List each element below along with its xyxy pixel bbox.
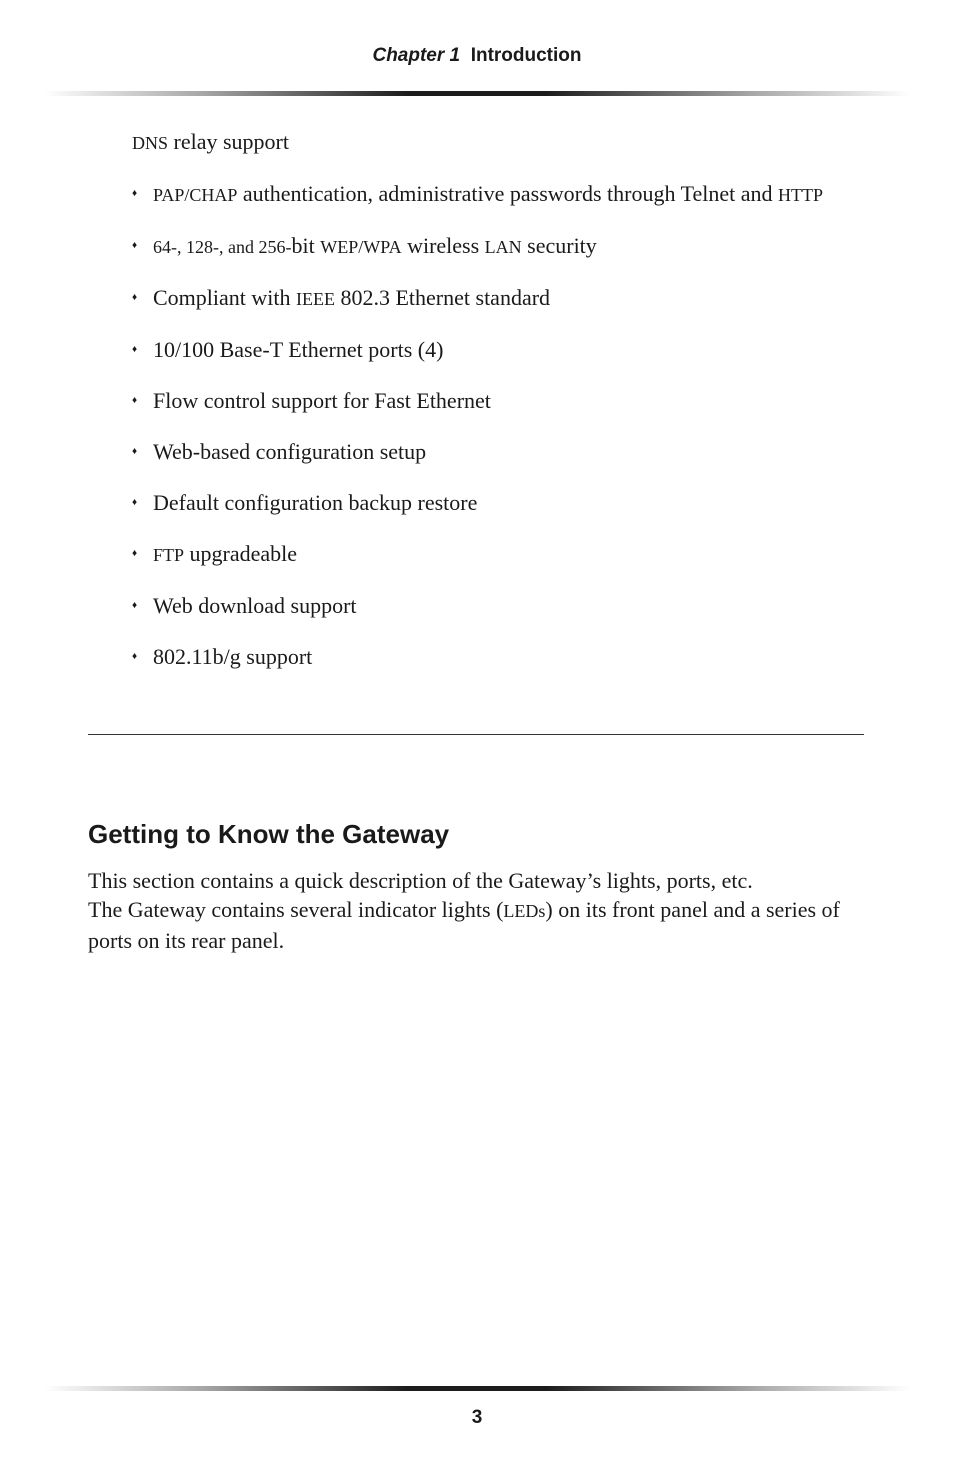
feature-text: upgradeable <box>184 541 298 566</box>
feature-item <box>132 232 832 261</box>
bullet-icon: ♦ <box>132 548 138 559</box>
feature-text: bit <box>291 233 321 258</box>
feature-item <box>132 489 832 517</box>
feature-item <box>132 387 832 415</box>
para2-end: ) on its front panel and a series of ports on its rear panel. <box>88 897 840 953</box>
feature-text: FTP <box>153 545 185 565</box>
bullet-icon: ♦ <box>132 344 138 355</box>
page-number: 3 <box>471 1407 483 1428</box>
feature-text: 802.3 Ethernet standard <box>334 285 551 310</box>
intro-abbr: DNS <box>132 133 169 153</box>
feature-item <box>132 540 832 569</box>
feature-text: security <box>521 233 597 258</box>
bullet-icon: ♦ <box>132 497 138 508</box>
feature-text: PAP/CHAP <box>153 185 238 205</box>
chapter-title: Introduction <box>470 45 582 66</box>
feature-item <box>132 592 832 620</box>
feature-text: Web download support <box>153 593 357 618</box>
feature-text: LAN <box>484 237 522 257</box>
bullet-icon: ♦ <box>132 395 138 406</box>
bullet-icon: ♦ <box>132 188 138 199</box>
para2-start: The Gateway contains several indicator lights ( <box>88 897 504 922</box>
bullet-icon: ♦ <box>132 292 138 303</box>
bullet-icon: ♦ <box>132 446 138 457</box>
intro-text: relay support <box>168 129 289 154</box>
running-header <box>0 45 954 67</box>
para2-abbr: LEDs <box>503 901 546 921</box>
feature-text: Compliant with <box>153 285 296 310</box>
feature-text: 64-, 128-, and 256- <box>153 237 292 257</box>
feature-text: Flow control support for Fast Ethernet <box>153 388 491 413</box>
feature-text: Default configuration backup restore <box>153 490 478 515</box>
feature-text: Web-based configuration setup <box>153 439 427 464</box>
header-rule <box>44 91 910 96</box>
intro-line <box>132 129 289 155</box>
feature-item <box>132 180 832 209</box>
bullet-icon: ♦ <box>132 651 138 662</box>
section-body <box>88 866 868 955</box>
feature-text: authentication, administrative passwords through Telnet and <box>237 181 778 206</box>
footer-rule <box>44 1386 910 1391</box>
section-heading: Getting to Know the Gateway <box>88 819 450 849</box>
chapter-label: Chapter 1 <box>372 45 461 66</box>
feature-item <box>132 643 832 671</box>
feature-text: HTTP <box>778 185 823 205</box>
feature-item <box>132 336 832 364</box>
feature-list <box>132 180 832 671</box>
bullet-icon: ♦ <box>132 240 138 251</box>
feature-text: wireless <box>401 233 485 258</box>
section-paragraph-1: This section contains a quick description of the Gateway’s lights, ports, etc. <box>88 868 753 893</box>
feature-item <box>132 284 832 313</box>
feature-item <box>132 438 832 466</box>
section-divider <box>88 734 864 735</box>
feature-text: 10/100 Base-T Ethernet ports (4) <box>153 337 444 362</box>
section-paragraph-2 <box>88 895 868 955</box>
feature-text: IEEE <box>296 289 335 309</box>
bullet-icon: ♦ <box>132 600 138 611</box>
feature-text: WEP/WPA <box>320 237 402 257</box>
feature-text: 802.11b/g support <box>153 644 313 669</box>
